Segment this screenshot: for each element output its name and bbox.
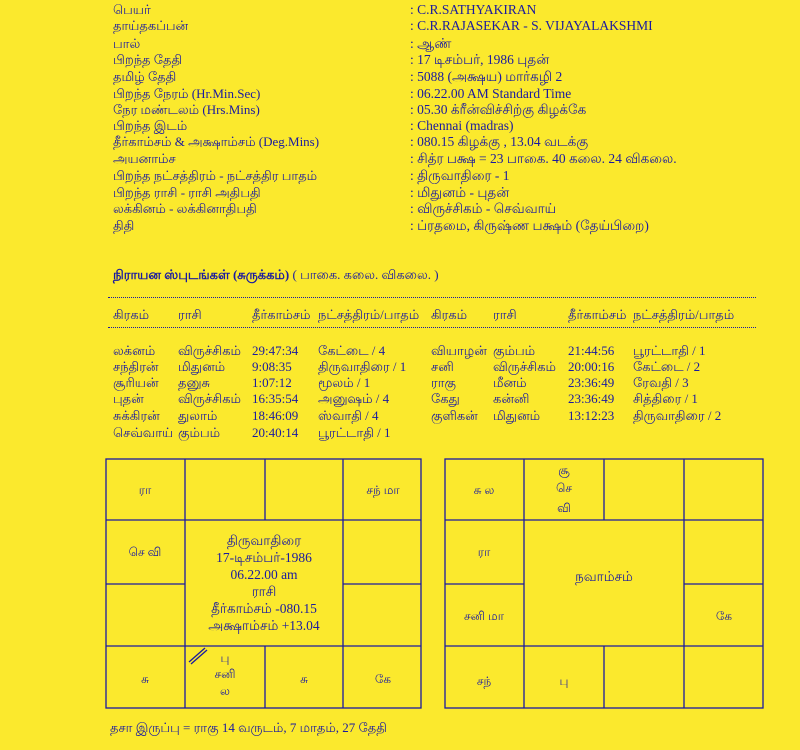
- rasi-center-line: தீர்காம்சம் -080.15: [211, 601, 317, 616]
- rasi-center-line: அக்ஷாம்சம் +13.04: [208, 618, 320, 633]
- table-cell: திருவாதிரை / 1: [318, 359, 407, 374]
- detail-value: : ப்ரதமை, கிருஷ்ண பக்ஷம் (தேய்பிறை): [410, 218, 649, 233]
- table-cell: திருவாதிரை / 2: [633, 408, 722, 423]
- rasi-cell: ல: [220, 684, 230, 698]
- rasi-cell: ரா: [138, 483, 152, 497]
- navamsa-cell: சனி மா: [464, 609, 504, 623]
- navamsa-center: நவாம்சம்: [575, 569, 633, 584]
- detail-label: நேர மண்டலம் (Hrs.Mins): [113, 102, 260, 117]
- section-title: [113, 267, 439, 284]
- detail-label: லக்கினம் - லக்கினாதிபதி: [113, 201, 257, 216]
- table-header-cell: கிரகம்: [431, 307, 468, 322]
- navamsa-cell: சந்: [476, 674, 492, 688]
- table-cell: 16:35:54: [252, 391, 299, 406]
- detail-value: : 5088 (அக்ஷய) மார்கழி 2: [410, 69, 563, 84]
- divider: [108, 297, 756, 298]
- table-cell: 1:07:12: [252, 375, 292, 390]
- table-cell: சுக்கிரன்: [113, 408, 160, 423]
- table-header-cell: கிரகம்: [113, 307, 150, 322]
- detail-value: : C.R.SATHYAKIRAN: [410, 2, 537, 17]
- detail-value: : திருவாதிரை - 1: [410, 168, 510, 183]
- detail-value: : Chennai (madras): [410, 118, 514, 133]
- detail-label: தாய்தகப்பன்: [113, 18, 189, 33]
- table-cell: மூலம் / 1: [318, 375, 371, 390]
- table-cell: 21:44:56: [568, 343, 615, 358]
- table-cell: துலாம்: [178, 408, 218, 423]
- rasi-center-line: திருவாதிரை: [226, 533, 302, 548]
- table-cell: ரேவதி / 3: [633, 375, 689, 390]
- detail-label: பிறந்த நேரம் (Hr.Min.Sec): [113, 86, 261, 101]
- table-cell: மிதுனம்: [178, 359, 226, 374]
- table-cell: 20:40:14: [252, 425, 299, 440]
- table-cell: பூரட்டாதி / 1: [318, 425, 391, 440]
- detail-label: தீர்காம்சம் & அக்ஷாம்சம் (Deg.Mins): [113, 134, 320, 149]
- navamsa-cell: ரா: [477, 545, 491, 559]
- table-cell: கன்னி: [493, 391, 530, 406]
- table-header-cell: தீர்காம்சம்: [252, 307, 311, 322]
- table-cell: விருச்சிகம்: [493, 359, 556, 374]
- table-header-cell: ராசி: [178, 307, 202, 322]
- table-cell: விருச்சிகம்: [178, 391, 241, 406]
- rasi-cell: சு: [300, 672, 308, 686]
- detail-value: : C.R.RAJASEKAR - S. VIJAYALAKSHMI: [410, 18, 653, 33]
- detail-label: பிறந்த ராசி - ராசி அதிபதி: [113, 185, 261, 200]
- table-cell: கும்பம்: [493, 343, 536, 358]
- detail-value: : 080.15 கிழக்கு , 13.04 வடக்கு: [410, 134, 589, 149]
- detail-label: பிறந்த நட்சத்திரம் - நட்சத்திர பாதம்: [113, 168, 318, 183]
- detail-value: : ஆண்: [410, 36, 452, 51]
- navamsa-cell: வி: [557, 501, 571, 515]
- navamsa-cell: செ: [556, 481, 572, 495]
- rasi-cell: சனி: [214, 667, 236, 681]
- table-cell: சித்திரை / 1: [633, 391, 698, 406]
- navamsa-cell: சூ: [558, 463, 570, 477]
- detail-value: : 06.22.00 AM Standard Time: [410, 86, 572, 101]
- table-cell: பூரட்டாதி / 1: [633, 343, 706, 358]
- detail-label: பால்: [113, 36, 141, 51]
- table-cell: 13:12:23: [568, 408, 615, 423]
- table-cell: சனி: [431, 359, 454, 374]
- divider: [108, 327, 756, 328]
- table-header-cell: ராசி: [493, 307, 517, 322]
- table-cell: 20:00:16: [568, 359, 615, 374]
- rasi-cell: செ வி: [128, 545, 162, 559]
- detail-value: : மிதுனம் - புதன்: [410, 185, 510, 200]
- section-subtitle: ( பாகை. கலை. விகலை. ): [292, 267, 439, 282]
- table-cell: லக்னம்: [113, 343, 156, 358]
- detail-label: அயனாம்ச: [113, 151, 176, 166]
- rasi-cell: சந் மா: [366, 483, 400, 497]
- navamsa-cell: கே: [715, 609, 733, 623]
- rasi-cell: பு: [220, 651, 230, 665]
- rasi-center: [185, 532, 343, 634]
- detail-value: : 17 டிசம்பர், 1986 புதன்: [410, 52, 550, 67]
- detail-label: பெயர்: [113, 2, 151, 17]
- table-cell: மீனம்: [493, 375, 527, 390]
- table-cell: புதன்: [113, 391, 144, 406]
- table-cell: ராகு: [431, 375, 456, 390]
- detail-label: திதி: [113, 218, 135, 233]
- table-cell: 18:46:09: [252, 408, 299, 423]
- detail-label: தமிழ் தேதி: [113, 69, 177, 84]
- table-cell: செவ்வாய்: [113, 425, 174, 440]
- rasi-center-line: ராசி: [251, 584, 277, 599]
- table-header-cell: தீர்காம்சம்: [568, 307, 627, 322]
- table-cell: குளிகன்: [431, 408, 478, 423]
- table-cell: மிதுனம்: [493, 408, 541, 423]
- detail-value: : விருச்சிகம் - செவ்வாய்: [410, 201, 557, 216]
- rasi-center-line: 06.22.00 am: [230, 567, 298, 582]
- table-cell: கேட்டை / 4: [318, 343, 386, 358]
- table-cell: கேட்டை / 2: [633, 359, 701, 374]
- rasi-cell: கே: [374, 672, 392, 686]
- table-cell: 9:08:35: [252, 359, 292, 374]
- navamsa-cell: சு ல: [473, 483, 495, 497]
- section-title-text: நிராயன ஸ்புடங்கள் (சுருக்கம்): [113, 267, 290, 282]
- navamsa-cell: பு: [559, 674, 569, 688]
- table-cell: வியாழன்: [431, 343, 487, 358]
- table-cell: ஸ்வாதி / 4: [318, 408, 379, 423]
- detail-value: : சித்ர பக்ஷ = 23 பாகை. 40 கலை. 24 விகலை.: [410, 151, 677, 166]
- table-cell: கேது: [431, 391, 460, 406]
- table-cell: 29:47:34: [252, 343, 299, 358]
- detail-label: பிறந்த இடம்: [113, 118, 188, 133]
- rasi-cell: சு: [141, 672, 149, 686]
- table-cell: 23:36:49: [568, 375, 615, 390]
- table-cell: 23:36:49: [568, 391, 615, 406]
- table-cell: சந்திரன்: [113, 359, 159, 374]
- rasi-center-line: 17-டிசம்பர்-1986: [216, 550, 312, 565]
- table-header-cell: நட்சத்திரம்/பாதம்: [318, 307, 420, 322]
- table-cell: கும்பம்: [178, 425, 221, 440]
- table-cell: தனுசு: [178, 375, 211, 390]
- table-cell: அனுஷம் / 4: [318, 391, 390, 406]
- detail-value: : 05.30 க்ரீன்விச்சிற்கு கிழக்கே: [410, 102, 587, 117]
- dasa-balance: தசா இருப்பு = ராகு 14 வருடம், 7 மாதம், 27 தேதி: [110, 720, 387, 735]
- detail-label: பிறந்த தேதி: [113, 52, 183, 67]
- table-cell: விருச்சிகம்: [178, 343, 241, 358]
- table-cell: சூரியன்: [113, 375, 159, 390]
- table-header-cell: நட்சத்திரம்/பாதம்: [633, 307, 735, 322]
